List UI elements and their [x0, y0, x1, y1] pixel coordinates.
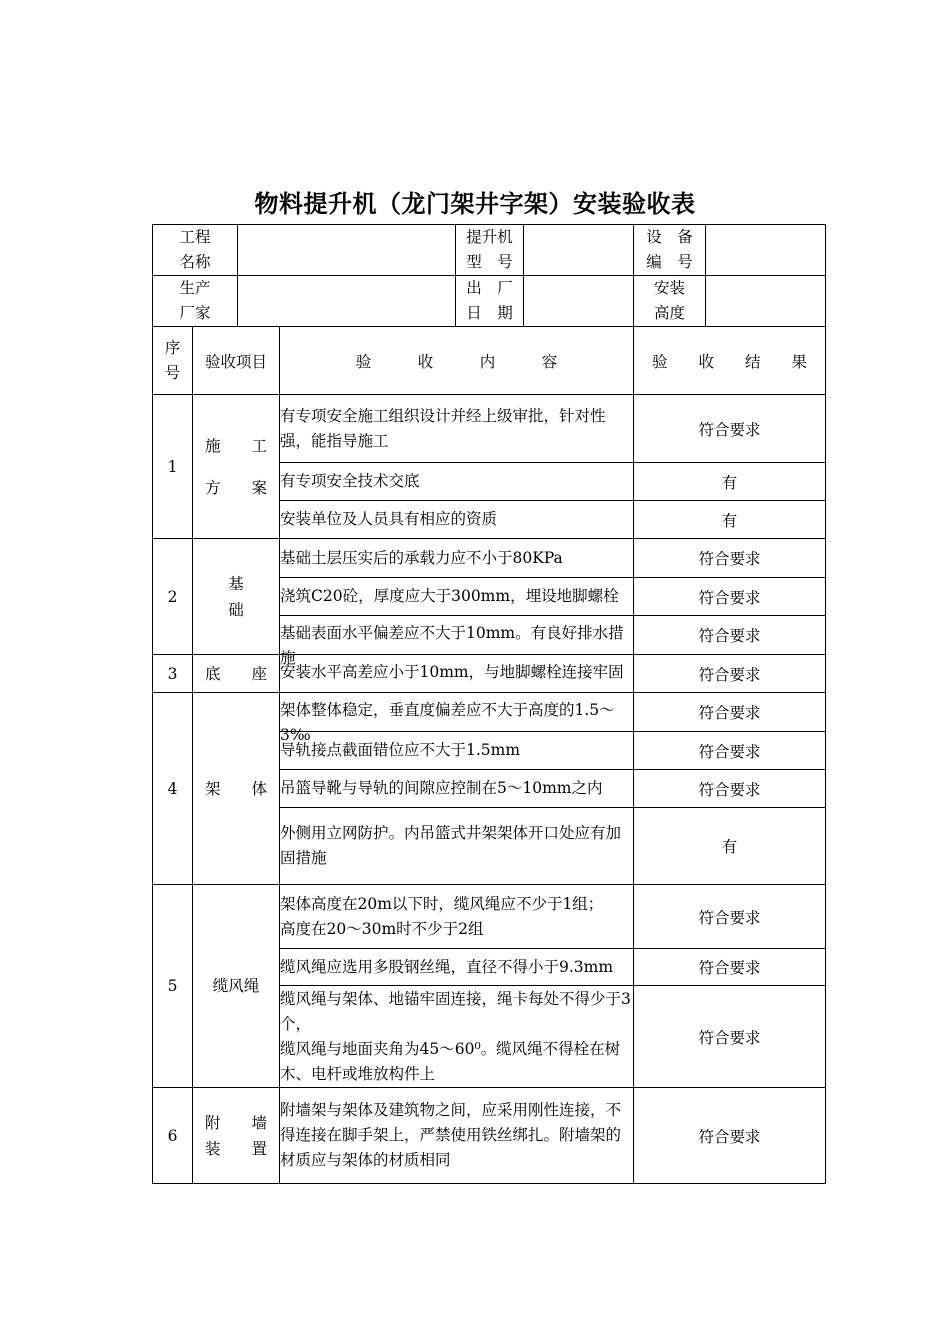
group-item: 缆风绳 [193, 885, 280, 1088]
group-item: 架 体 [193, 693, 280, 885]
table-row [153, 655, 826, 693]
info-row-1 [153, 225, 826, 276]
row-content: 架体高度在20m以下时，缆风绳应不少于1组； 高度在20～30m时不少于2组 [280, 885, 634, 949]
hoist-model-value[interactable] [524, 225, 634, 276]
row-content: 外侧用立网防护。内吊篮式井架架体开口处应有加 固措施 [280, 808, 634, 885]
group-seq: 5 [153, 885, 193, 1088]
group-seq: 4 [153, 693, 193, 885]
factory-date-value[interactable] [524, 276, 634, 327]
header-row [153, 327, 826, 395]
row-result: 符合要求 [634, 616, 826, 655]
group-item: 底 座 [193, 655, 280, 693]
row-content: 基础表面水平偏差应不大于10mm。有良好排水措施 [280, 616, 634, 655]
row-result: 符合要求 [634, 395, 826, 463]
row-result: 符合要求 [634, 885, 826, 949]
row-content: 缆风绳应选用多股钢丝绳，直径不得小于9.3mm [280, 949, 634, 986]
group-seq: 3 [153, 655, 193, 693]
row-result: 符合要求 [634, 578, 826, 616]
hoist-model-label: 提升机 型 号 [456, 225, 524, 276]
device-number-label: 设 备 编 号 [634, 225, 706, 276]
info-row-2 [153, 276, 826, 327]
table-row [153, 539, 826, 578]
row-result: 符合要求 [634, 655, 826, 693]
row-result: 有 [634, 501, 826, 539]
row-content: 缆风绳与架体、地锚牢固连接，绳卡每处不得少于3个， 缆风绳与地面夹角为45～60⁰。缆风绳不得栓在树木、电杆或堆放构件上 [280, 986, 634, 1088]
row-content: 浇筑C20砼，厚度应大于300mm，埋设地脚螺栓 [280, 578, 634, 616]
install-height-label: 安装 高度 [634, 276, 706, 327]
row-result: 符合要求 [634, 770, 826, 808]
content-header: 验 收 内 容 [280, 327, 634, 395]
project-name-label: 工程 名称 [153, 225, 238, 276]
acceptance-table [152, 224, 826, 1184]
row-result: 有 [634, 808, 826, 885]
group-item: 附 墙 装 置 [193, 1088, 280, 1184]
seq-header: 序 号 [153, 327, 193, 395]
project-name-value[interactable] [238, 225, 456, 276]
install-height-value[interactable] [706, 276, 826, 327]
result-header: 验 收 结 果 [634, 327, 826, 395]
item-header: 验收项目 [193, 327, 280, 395]
group-item: 施 工 方 案 [193, 395, 280, 539]
row-result: 符合要求 [634, 693, 826, 732]
row-content: 安装水平高差应小于10mm，与地脚螺栓连接牢固 [280, 655, 634, 693]
group-seq: 1 [153, 395, 193, 539]
row-content: 架体整体稳定，垂直度偏差应不大于高度的1.5～3‰ [280, 693, 634, 732]
group-item: 基 础 [193, 539, 280, 655]
row-result: 符合要求 [634, 949, 826, 986]
row-content: 安装单位及人员具有相应的资质 [280, 501, 634, 539]
row-content: 吊篮导靴与导轨的间隙应控制在5～10mm之内 [280, 770, 634, 808]
row-content: 有专项安全技术交底 [280, 463, 634, 501]
row-content: 附墙架与架体及建筑物之间，应采用刚性连接，不得连接在脚手架上，严禁使用铁丝绑扎。附墙架的材质应与架体的材质相同 [280, 1088, 634, 1184]
row-result: 有 [634, 463, 826, 501]
page-title: 物料提升机（龙门架井字架）安装验收表 [254, 190, 696, 218]
group-seq: 6 [153, 1088, 193, 1184]
factory-date-label: 出 厂 日 期 [456, 276, 524, 327]
table-row [153, 395, 826, 463]
table-row [153, 693, 826, 732]
device-number-value[interactable] [706, 225, 826, 276]
row-result: 符合要求 [634, 986, 826, 1088]
row-result: 符合要求 [634, 539, 826, 578]
manufacturer-label: 生产 厂家 [153, 276, 238, 327]
group-seq: 2 [153, 539, 193, 655]
row-result: 符合要求 [634, 1088, 826, 1184]
row-content: 有专项安全施工组织设计并经上级审批，针对性强，能指导施工 [280, 395, 634, 463]
table-row [153, 885, 826, 949]
row-content: 基础土层压实后的承载力应不小于80KPa [280, 539, 634, 578]
row-result: 符合要求 [634, 732, 826, 770]
row-content: 导轨接点截面错位应不大于1.5mm [280, 732, 634, 770]
manufacturer-value[interactable] [238, 276, 456, 327]
table-row [153, 1088, 826, 1184]
